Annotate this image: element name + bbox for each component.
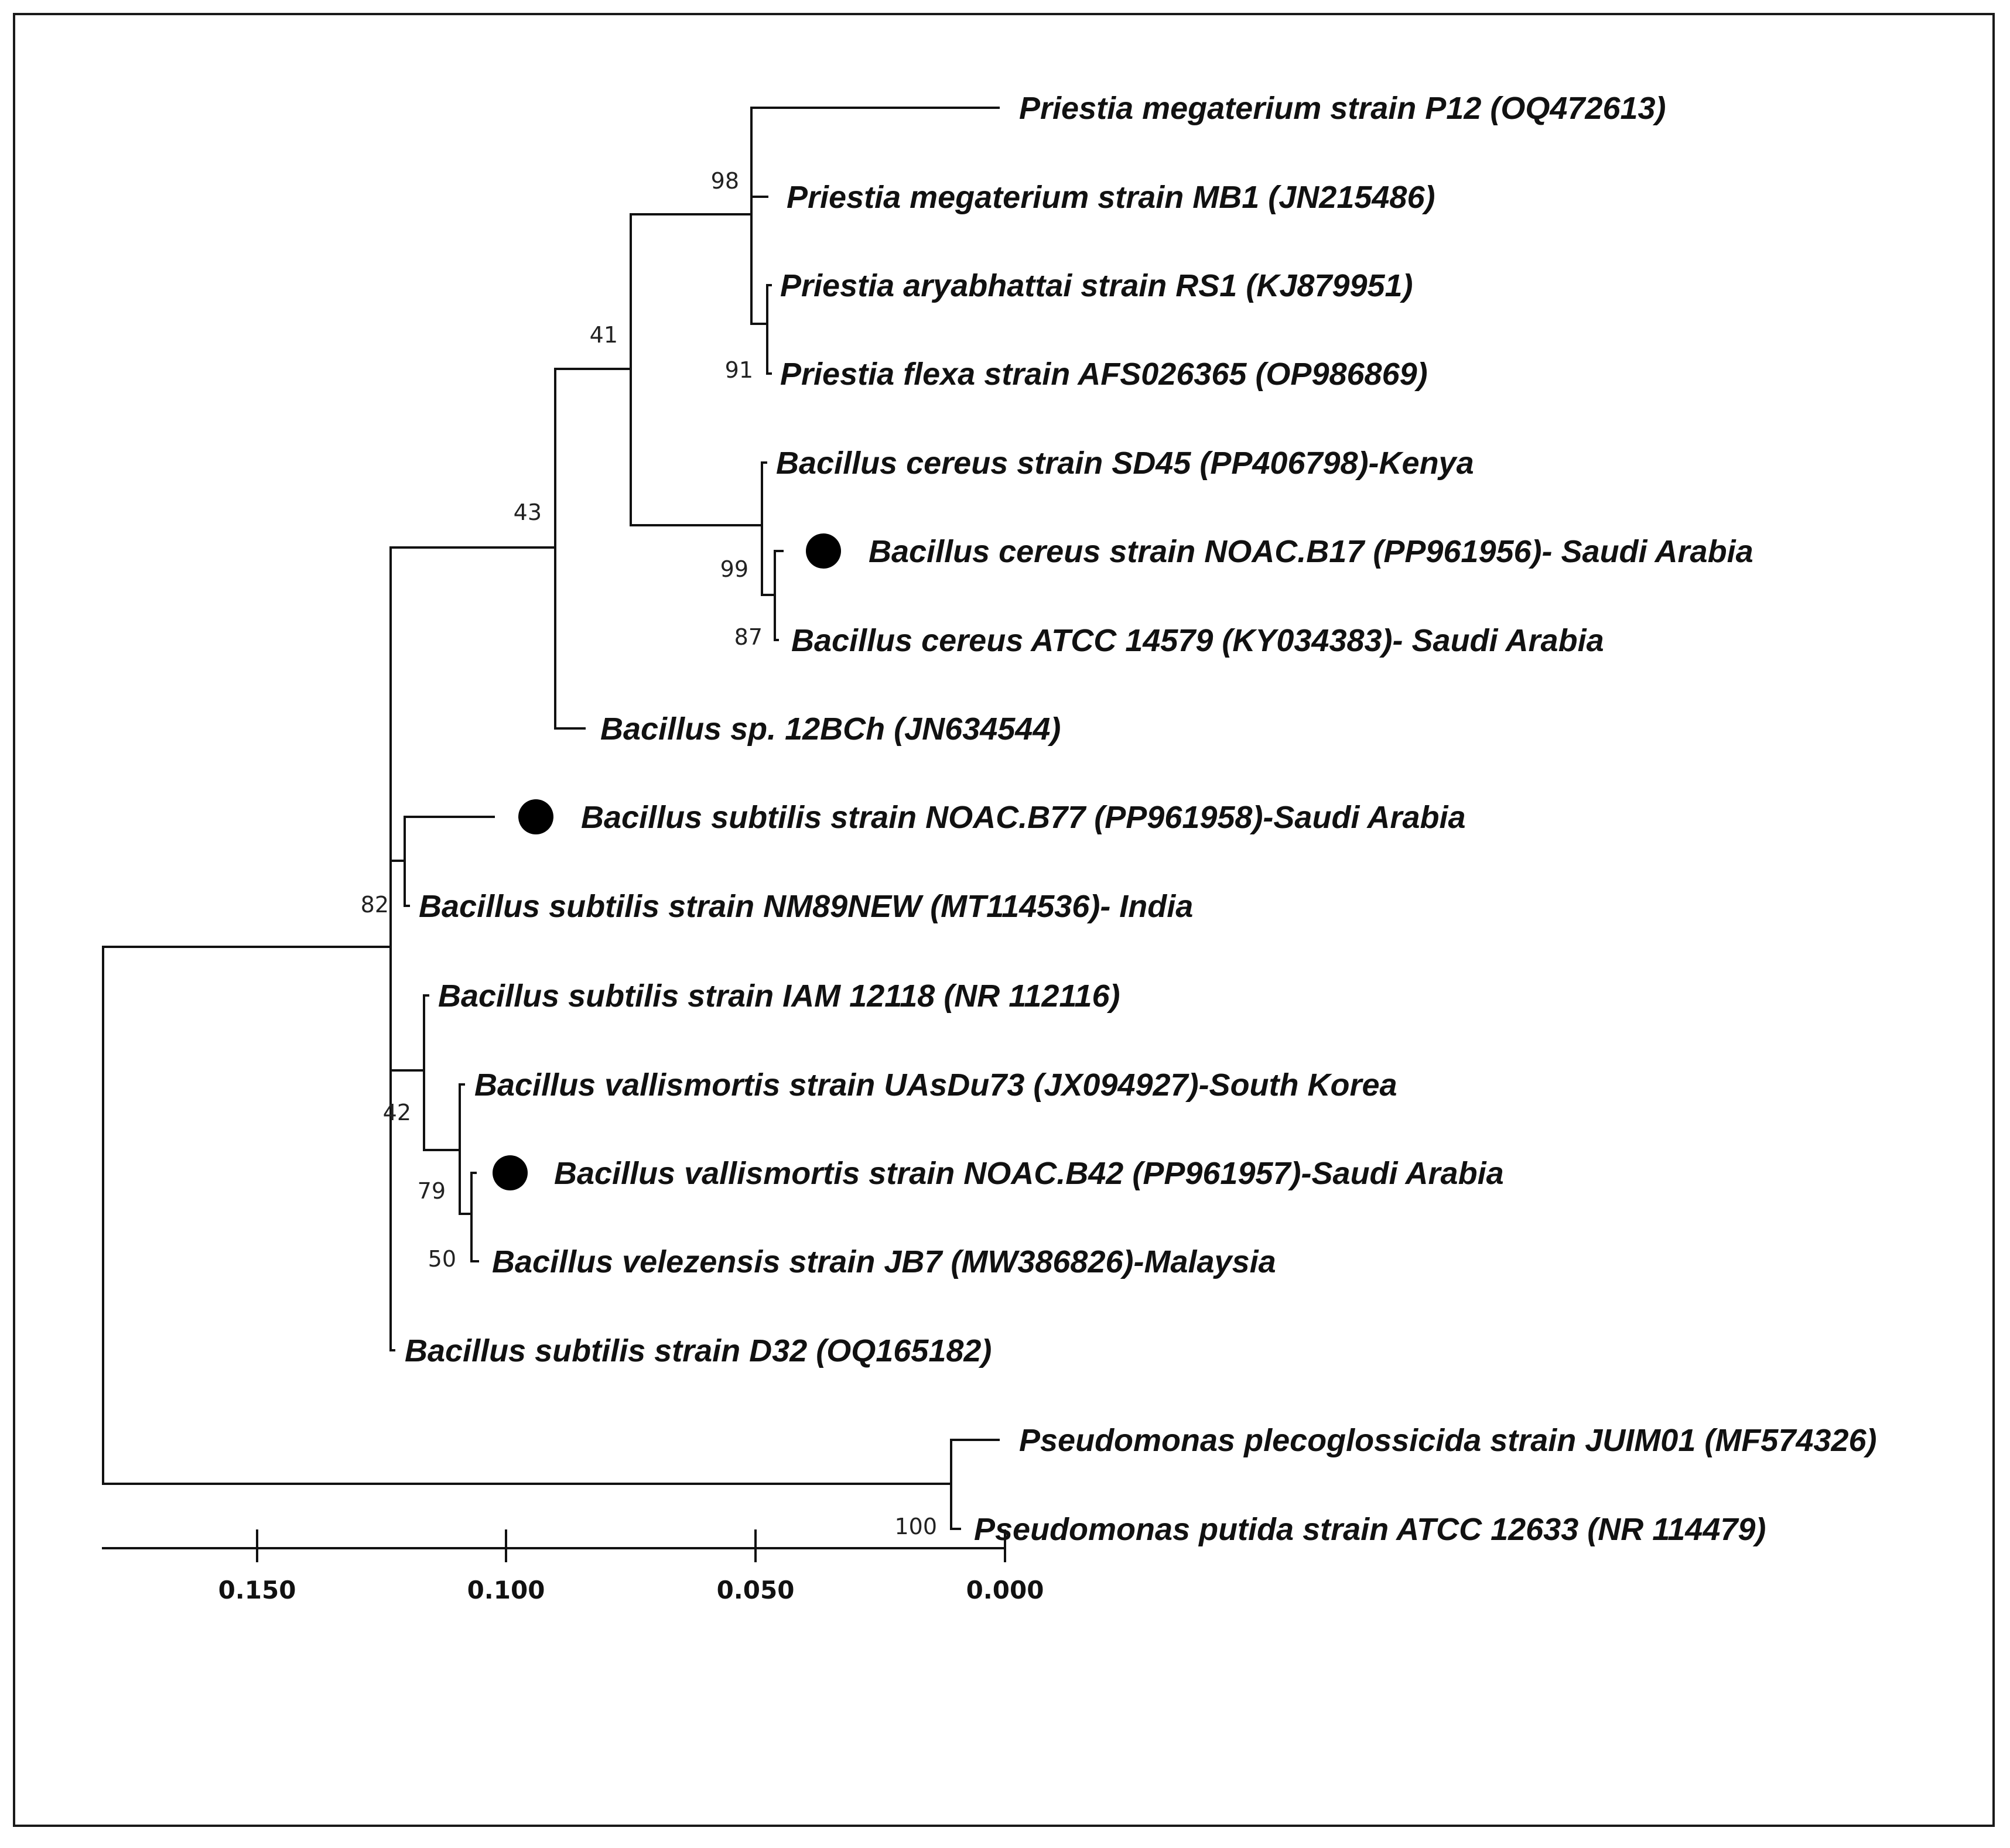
bootstrap-label: 43 — [513, 499, 542, 525]
taxon-label: Bacillus subtilis strain NM89NEW (MT114536)- India — [419, 889, 1194, 924]
taxon-label: Priestia megaterium strain MB1 (JN215486) — [787, 180, 1435, 215]
bootstrap-label: 100 — [894, 1514, 937, 1539]
bacillus-main-node — [391, 547, 394, 1350]
node-91 — [751, 285, 771, 374]
taxon-label: Pseudomonas plecoglossicida strain JUIM01 (MF574326) — [1019, 1423, 1877, 1458]
highlight-dot-icon — [518, 799, 553, 834]
bootstrap-label: 98 — [710, 168, 739, 194]
axis-tick-label: 0.150 — [218, 1576, 296, 1604]
bootstrap-label: 91 — [724, 357, 753, 383]
node-42 — [391, 995, 428, 1150]
node-43 — [391, 369, 584, 728]
bootstrap-label: 99 — [720, 556, 748, 582]
bootstrap-label: 79 — [417, 1178, 446, 1204]
taxon-label: Bacillus subtilis strain NOAC.B77 (PP961958)-Saudi Arabia — [581, 800, 1466, 835]
node-50 — [460, 1173, 478, 1261]
axis-tick-label: 0.050 — [716, 1576, 795, 1604]
taxon-label: Bacillus velezensis strain JB7 (MW386826)-Malaysia — [492, 1244, 1276, 1279]
axis-tick-label: 0.000 — [966, 1576, 1044, 1604]
bootstrap-label: 50 — [428, 1246, 456, 1272]
node-41 — [555, 214, 631, 525]
taxon-label: Priestia megaterium strain P12 (OQ472613) — [1019, 91, 1666, 126]
taxon-label: Bacillus subtilis strain D32 (OQ165182) — [405, 1333, 992, 1368]
root-node — [103, 947, 951, 1484]
taxon-label: Pseudomonas putida strain ATCC 12633 (NR 114479) — [974, 1512, 1766, 1547]
highlight-dot-icon — [493, 1155, 528, 1190]
taxon-label: Bacillus cereus ATCC 14579 (KY034383)- Saudi Arabia — [791, 623, 1604, 658]
taxon-label: Bacillus subtilis strain IAM 12118 (NR 112116) — [438, 978, 1120, 1014]
taxon-label: Priestia aryabhattai strain RS1 (KJ879951) — [780, 268, 1413, 303]
node-87 — [762, 551, 782, 640]
taxon-labels — [405, 91, 1877, 1547]
taxon-label: Bacillus vallismortis strain NOAC.B42 (PP961957)-Saudi Arabia — [554, 1156, 1504, 1191]
bootstrap-label: 41 — [589, 322, 618, 348]
taxon-label: Bacillus cereus strain NOAC.B17 (PP961956)- Saudi Arabia — [869, 534, 1753, 569]
distance-scale-axis — [103, 1531, 1044, 1604]
taxon-label: Priestia flexa strain AFS026365 (OP986869) — [780, 357, 1428, 392]
axis-tick-label: 0.100 — [467, 1576, 545, 1604]
bootstrap-label: 42 — [382, 1100, 411, 1125]
bootstrap-label: 87 — [734, 624, 763, 650]
taxon-label: Bacillus vallismortis strain UAsDu73 (JX094927)-South Korea — [474, 1067, 1397, 1103]
taxon-label: Bacillus sp. 12BCh (JN634544) — [600, 711, 1061, 747]
bootstrap-label: 82 — [360, 892, 389, 918]
taxon-label: Bacillus cereus strain SD45 (PP406798)-Kenya — [776, 446, 1474, 481]
highlight-dot-icon — [806, 533, 841, 569]
